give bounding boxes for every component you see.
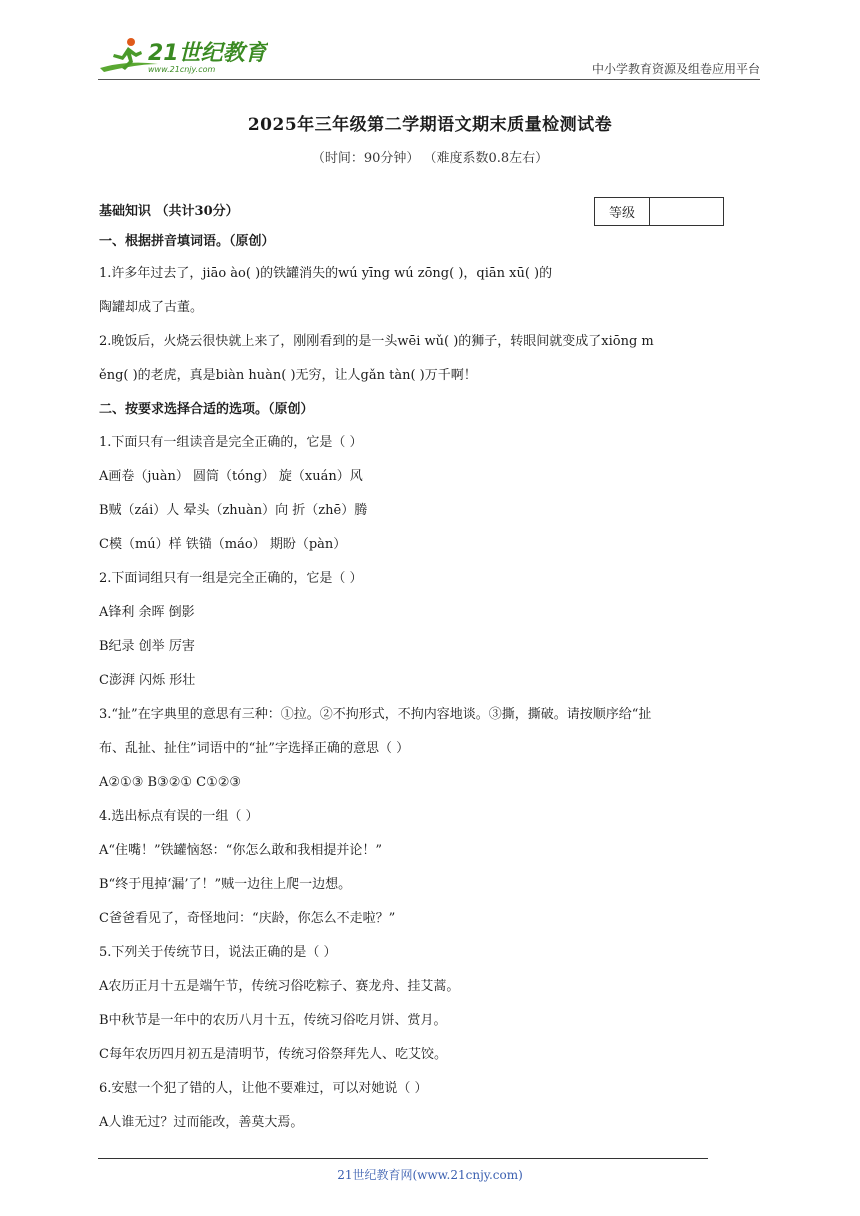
question-line: 1.许多年过去了，jiāo ào( )的铁罐消失的wú yīng wú zōng( )，qiān xū( )的 xyxy=(99,266,553,281)
logo-url: www.21cnjy.com xyxy=(148,65,216,74)
option-line: A农历正月十五是端午节，传统习俗吃粽子、赛龙舟、挂艾蒿。 xyxy=(99,979,460,994)
grade-box xyxy=(594,197,724,226)
option-line: C爸爸看见了，奇怪地问：“庆龄，你怎么不走啦？” xyxy=(99,911,396,926)
grade-label: 等级 xyxy=(595,198,650,225)
question-line: 陶罐却成了古董。 xyxy=(99,300,204,315)
question-line: 6.安慰一个犯了错的人，让他不要难过，可以对她说（ ） xyxy=(99,1081,428,1096)
question-line: 2.下面词组只有一组是完全正确的，它是（ ） xyxy=(99,571,363,586)
question-line: 2.晚饭后，火烧云很快就上来了，刚刚看到的是一头wēi wǔ( )的狮子，转眼间就变成了xiōng m xyxy=(99,334,654,349)
question-line: 4.选出标点有误的一组（ ） xyxy=(99,809,259,824)
section-basic-heading: 基础知识 （共计30分） xyxy=(99,204,239,219)
logo-text: 21世纪教育 xyxy=(148,41,267,66)
footer-divider xyxy=(98,1158,708,1159)
question-line: 1.下面只有一组读音是完全正确的，它是（ ） xyxy=(99,435,363,450)
option-line: A锋利 余晖 倒影 xyxy=(99,605,195,620)
part1-heading: 一、根据拼音填词语。（原创） xyxy=(99,234,275,249)
option-line: A②①③ B③②① C①②③ xyxy=(99,775,242,790)
question-line: 5.下列关于传统节日，说法正确的是（ ） xyxy=(99,945,337,960)
option-line: A画卷（juàn） 圆筒（tóng） 旋（xuán）风 xyxy=(99,469,363,484)
footer-link[interactable]: 21世纪教育网(www.21cnjy.com) xyxy=(337,1168,523,1182)
part2-heading: 二、按要求选择合适的选项。（原创） xyxy=(99,402,314,417)
question-line: 3.“扯”在字典里的意思有三种：①拉。②不拘形式，不拘内容地谈。③撕，撕破。请按顺序给“扯 xyxy=(99,707,652,722)
option-line: B纪录 创举 厉害 xyxy=(99,639,195,654)
option-line: C模（mú）样 铁锚（máo） 期盼（pàn） xyxy=(99,537,347,552)
option-line: B中秋节是一年中的农历八月十五，传统习俗吃月饼、赏月。 xyxy=(99,1013,447,1028)
option-line: A人谁无过？过而能改，善莫大焉。 xyxy=(99,1115,304,1130)
platform-name: 中小学教育资源及组卷应用平台 xyxy=(591,62,760,76)
exam-subtitle: （时间：90分钟） （难度系数0.8左右） xyxy=(311,151,549,166)
exam-title: 2025年三年级第二学期语文期末质量检测试卷 xyxy=(247,115,613,135)
option-line: B“终于甩掉‘漏’了！”贼一边往上爬一边想。 xyxy=(99,877,352,892)
page-header xyxy=(98,34,760,78)
grade-value-field[interactable] xyxy=(650,198,723,225)
question-line: ěng( )的老虎，真是biàn huàn( )无穷，让人gǎn tàn( )万千啊！ xyxy=(99,368,477,383)
option-line: C澎湃 闪烁 形壮 xyxy=(99,673,196,688)
logo xyxy=(98,34,268,78)
question-line: 布、乱扯、扯住”词语中的“扯”字选择正确的意思（ ） xyxy=(99,741,410,756)
option-line: C每年农历四月初五是清明节，传统习俗祭拜先人、吃艾饺。 xyxy=(99,1047,447,1062)
option-line: B贼（zái）人 晕头（zhuàn）向 折（zhē）腾 xyxy=(99,503,368,518)
header-divider xyxy=(98,79,760,80)
runner-logo-icon xyxy=(98,34,268,78)
option-line: A“住嘴！”铁罐恼怒：“你怎么敢和我相提并论！” xyxy=(99,843,382,858)
